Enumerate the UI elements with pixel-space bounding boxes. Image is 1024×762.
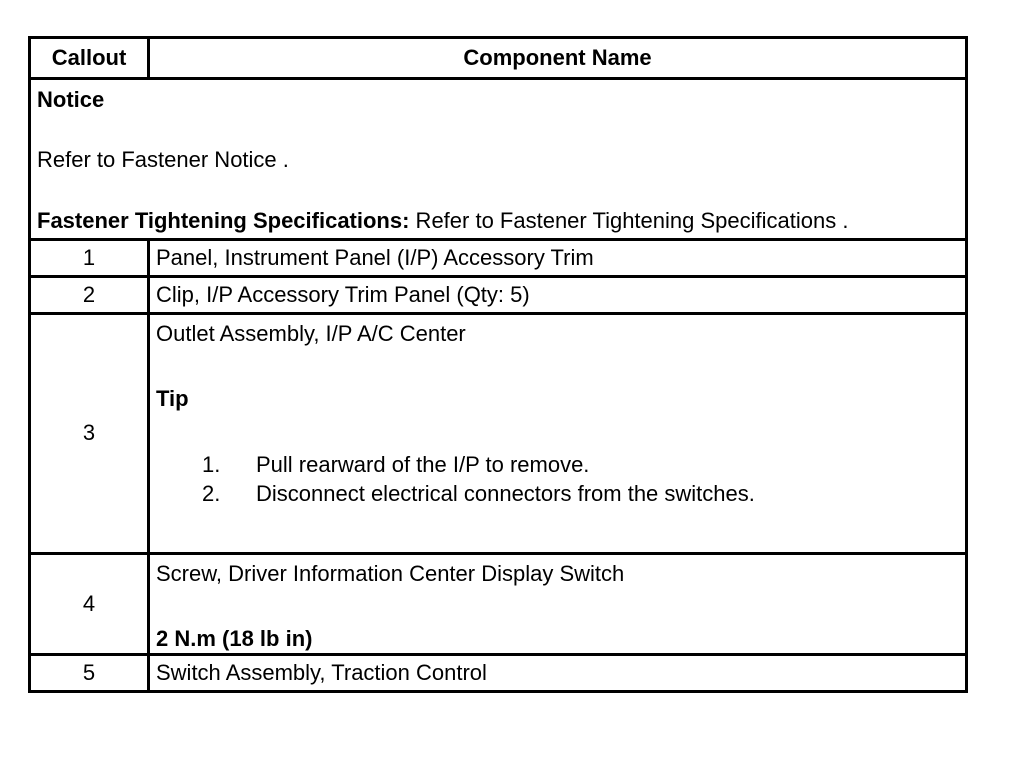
fastener-spec-line bbox=[37, 208, 959, 234]
components-table bbox=[28, 36, 968, 693]
fastener-spec-label: Fastener Tightening Specifications bbox=[37, 207, 403, 233]
component-name-header: Component Name bbox=[149, 38, 967, 79]
notice-row bbox=[30, 79, 967, 240]
tip-text: Pull rearward of the I/P to remove. bbox=[256, 451, 590, 477]
notice-text: Refer to Fastener Notice . bbox=[37, 147, 289, 173]
component-name: Outlet Assembly, I/P A/C Center bbox=[156, 321, 466, 347]
component-cell bbox=[149, 314, 967, 554]
callout-header: Callout bbox=[30, 38, 149, 79]
header-row bbox=[30, 38, 967, 79]
fastener-spec-text: Refer to Fastener Tightening Specifications . bbox=[409, 207, 849, 233]
tip-text: Disconnect electrical connectors from the switches. bbox=[256, 480, 755, 506]
notice-cell bbox=[30, 79, 967, 240]
list-item bbox=[202, 450, 959, 479]
component-name: Clip, I/P Accessory Trim Panel (Qty: 5) bbox=[149, 277, 967, 314]
table-row bbox=[30, 277, 967, 314]
callout-number: 1 bbox=[30, 240, 149, 277]
table-row bbox=[30, 240, 967, 277]
table-row bbox=[30, 554, 967, 655]
tip-list bbox=[156, 450, 959, 508]
notice-title: Notice bbox=[37, 87, 105, 112]
component-name: Screw, Driver Information Center Display Switch bbox=[156, 561, 625, 587]
callout-number: 4 bbox=[30, 554, 149, 655]
tip-number: 1. bbox=[202, 451, 221, 477]
torque-spec: 2 N.m (18 lb in) bbox=[156, 625, 313, 651]
callout-number: 5 bbox=[30, 655, 149, 692]
component-cell bbox=[149, 554, 967, 655]
table-row bbox=[30, 314, 967, 554]
table-row bbox=[30, 655, 967, 692]
fastener-spec-colon: : bbox=[402, 207, 410, 233]
component-name: Panel, Instrument Panel (I/P) Accessory Trim bbox=[149, 240, 967, 277]
tip-title: Tip bbox=[156, 385, 189, 411]
tip-number: 2. bbox=[202, 480, 221, 506]
callout-number: 2 bbox=[30, 277, 149, 314]
callout-number: 3 bbox=[30, 314, 149, 554]
component-name: Switch Assembly, Traction Control bbox=[149, 655, 967, 692]
list-item bbox=[202, 479, 959, 508]
